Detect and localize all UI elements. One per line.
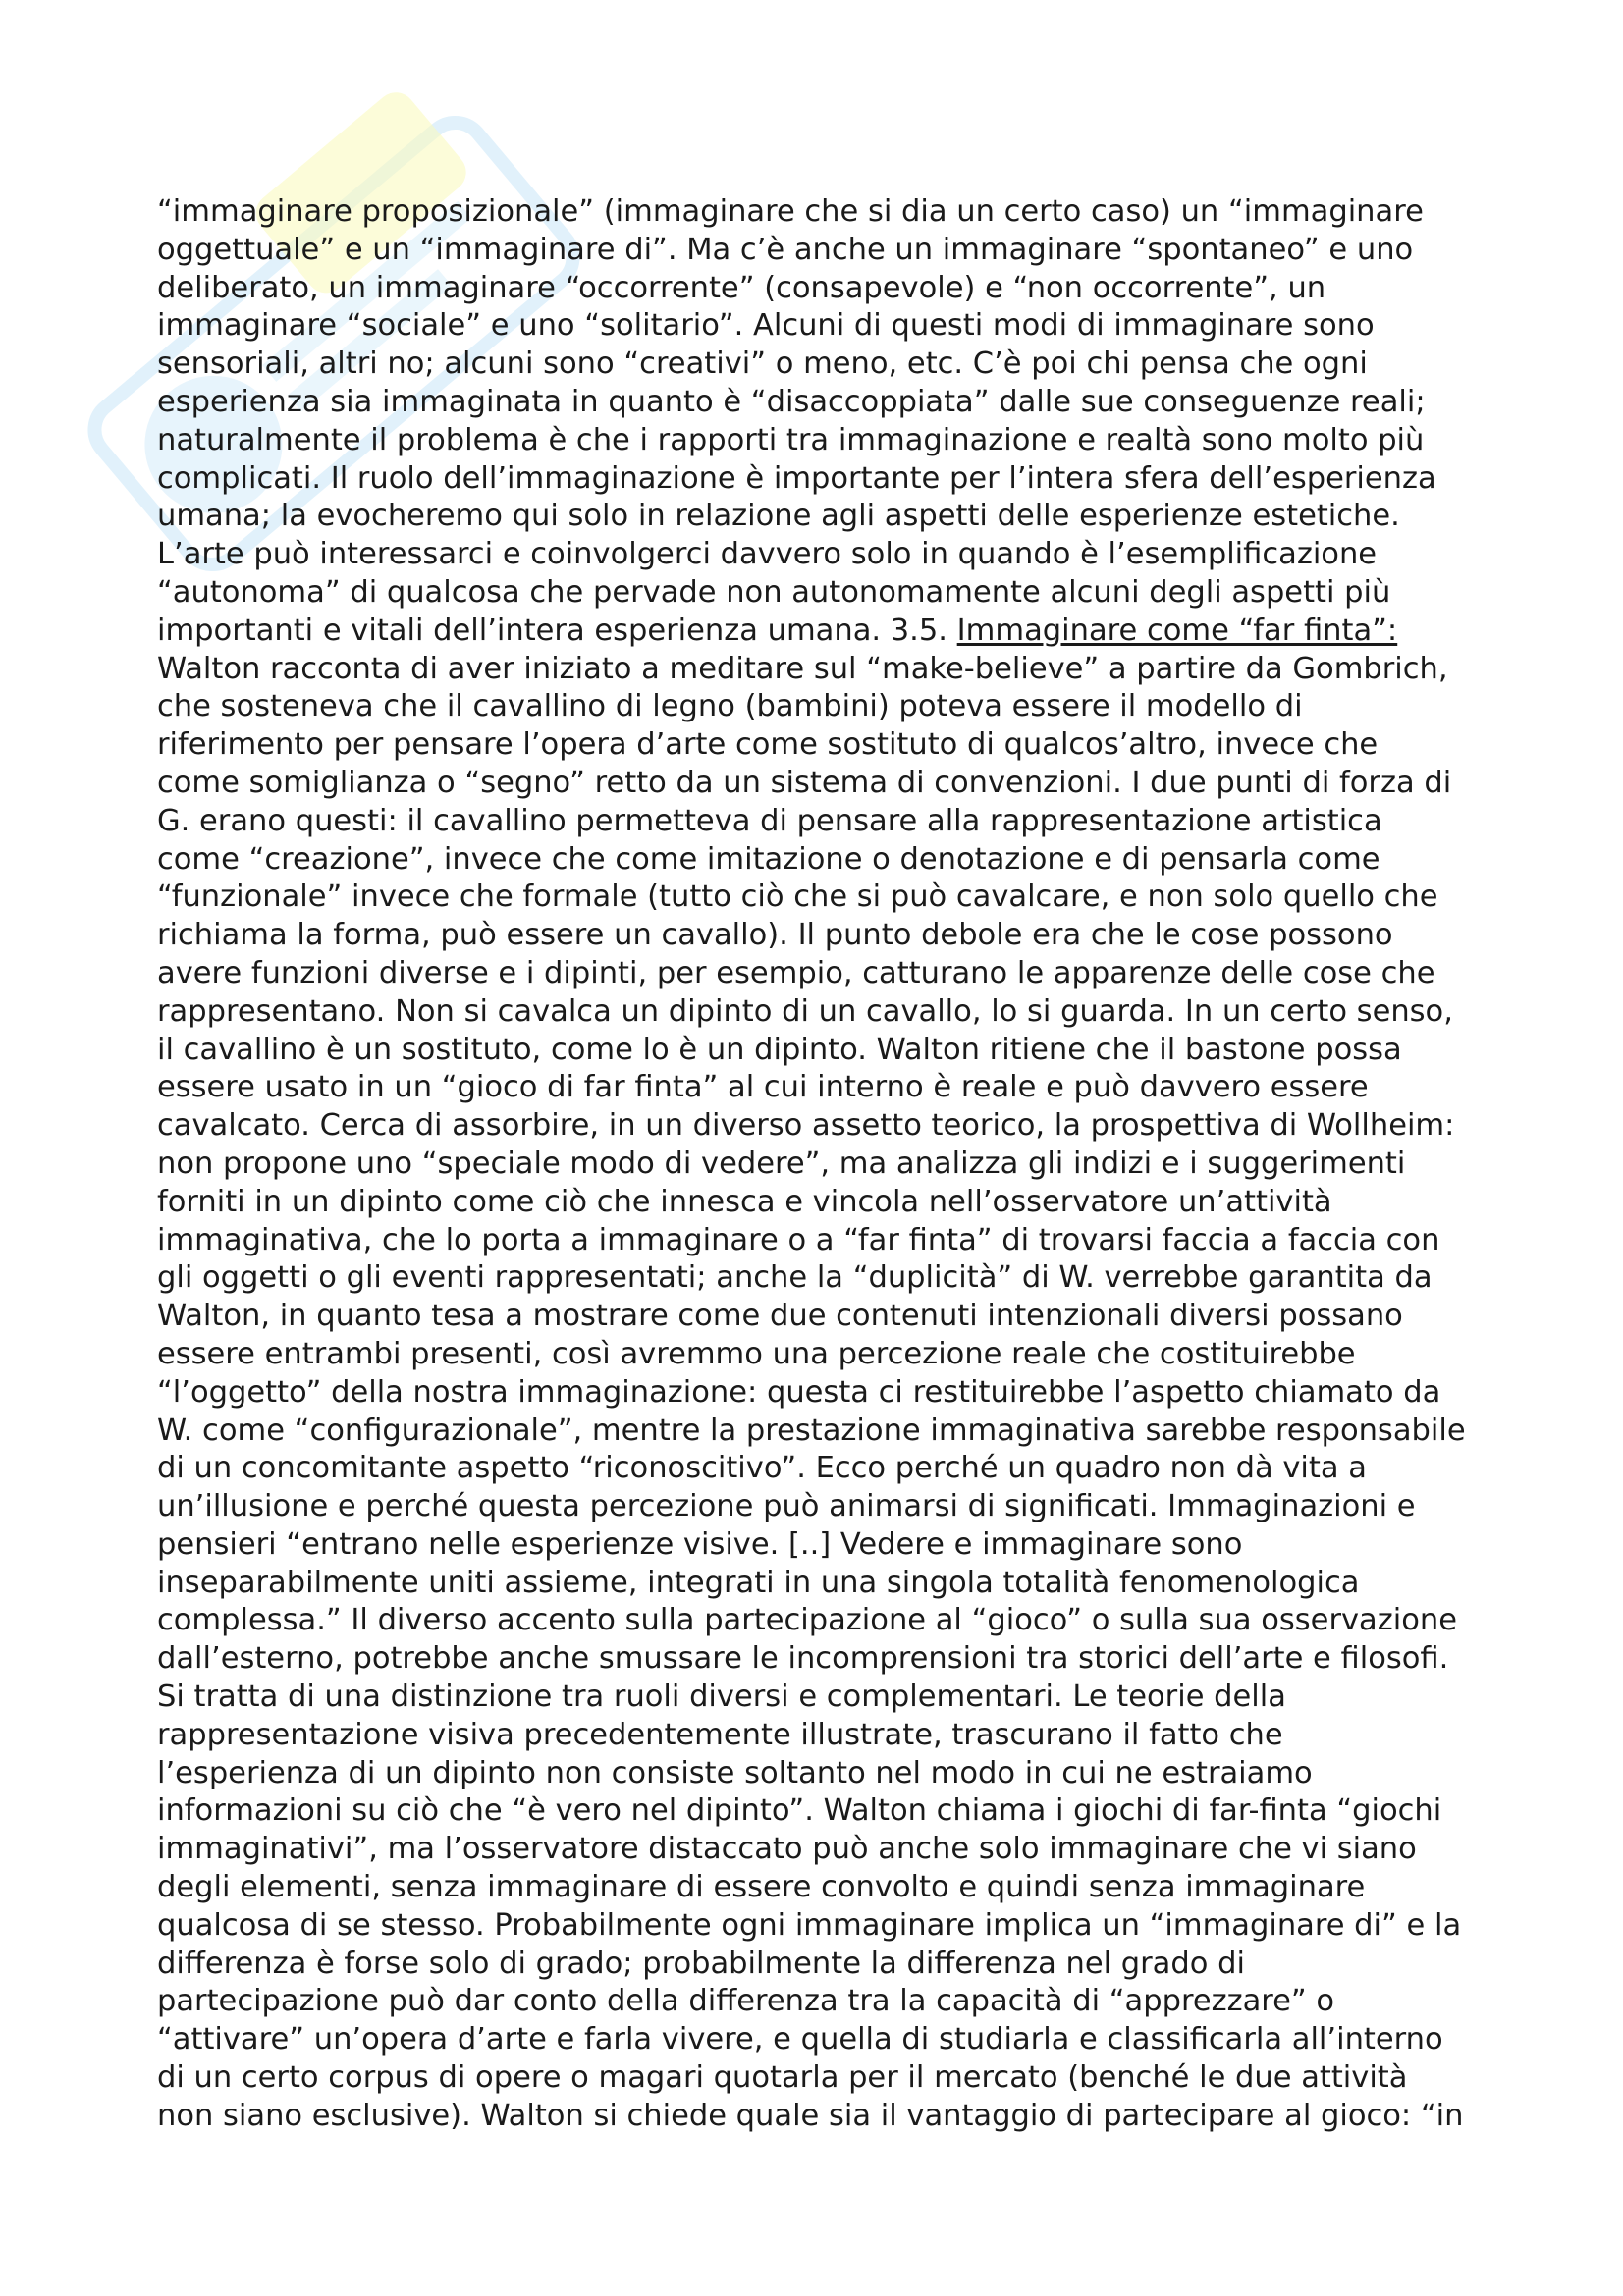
text-line: dall’esterno, potrebbe anche smussare le incomprensioni tra storici dell’arte e filosofi. bbox=[157, 1641, 1449, 1677]
paragraph-before-heading bbox=[157, 193, 1492, 613]
text-line: Si tratta di una distinzione tra ruoli diversi e complementari. Le teorie della bbox=[157, 1680, 1286, 1715]
text-line: complicati. Il ruolo dell’immaginazione è importante per l’intera sfera dell’esperienza bbox=[157, 460, 1436, 496]
text-line: gli oggetti o gli eventi rappresentati; anche la “duplicità” di W. verrebbe garantita da bbox=[157, 1260, 1433, 1296]
text-line: forniti in un dipinto come ciò che innesca e vincola nell’osservatore un’attività bbox=[157, 1184, 1332, 1219]
text-line: naturalmente il problema è che i rapporti tra immaginazione e realtà sono molto più bbox=[157, 422, 1425, 457]
text-line: informazioni su ciò che “è vero nel dipinto”. Walton chiama i giochi di far-finta “giochi bbox=[157, 1793, 1442, 1829]
text-line: come somiglianza o “segno” retto da un sistema di convenzioni. I due punti di forza di bbox=[157, 765, 1452, 800]
text-line: “funzionale” invece che formale (tutto ciò che si può cavalcare, e non solo quello che bbox=[157, 880, 1438, 915]
text-line: avere funzioni diverse e i dipinti, per esempio, catturano le apparenze delle cose che bbox=[157, 955, 1435, 990]
document-body bbox=[157, 193, 1492, 2136]
text-line: qualcosa di se stesso. Probabilmente ogni immaginare implica un “immaginare di” e la bbox=[157, 1907, 1462, 1943]
text-line: cavalcato. Cerca di assorbire, in un diverso assetto teorico, la prospettiva di Wollheim: bbox=[157, 1108, 1455, 1144]
text-line: non siano esclusive). Walton si chiede quale sia il vantaggio di partecipare al gioco: “in bbox=[157, 2098, 1464, 2133]
text-line: come “creazione”, invece che come imitazione o denotazione e di pensarla come bbox=[157, 841, 1380, 877]
text-line: oggettuale” e un “immaginare di”. Ma c’è anche un immaginare “spontaneo” e uno bbox=[157, 232, 1414, 267]
text-line: differenza è forse solo di grado; probabilmente la differenza nel grado di bbox=[157, 1946, 1245, 1981]
text-line: Walton racconta di aver iniziato a meditare sul “make-believe” a partire da Gombrich, bbox=[157, 651, 1448, 686]
text-line: immaginativa, che lo porta a immaginare o a “far finta” di trovarsi faccia a faccia con bbox=[157, 1222, 1440, 1257]
text-line: il cavallino è un sostituto, come lo è un dipinto. Walton ritiene che il bastone possa bbox=[157, 1032, 1402, 1067]
text-line: che sosteneva che il cavallino di legno (bambini) poteva essere il modello di bbox=[157, 689, 1303, 724]
text-line: degli elementi, senza immaginare di essere convolto e quindi senza immaginare bbox=[157, 1870, 1366, 1905]
paragraph-after-heading bbox=[157, 651, 1492, 2136]
text-line: essere usato in un “gioco di far finta” al cui interno è reale e può davvero essere bbox=[157, 1070, 1369, 1105]
text-line: non propone uno “speciale modo di vedere”, ma analizza gli indizi e i suggerimenti bbox=[157, 1146, 1406, 1181]
text-line: sensoriali, altri no; alcuni sono “creativi” o meno, etc. C’è poi chi pensa che ogni bbox=[157, 347, 1368, 382]
text-line: di un certo corpus di opere o magari quotarla per il mercato (benché le due attività bbox=[157, 2060, 1408, 2096]
text-line: richiama la forma, può essere un cavallo). Il punto debole era che le cose possono bbox=[157, 918, 1393, 953]
text-line: “l’oggetto” della nostra immaginazione: questa ci restituirebbe l’aspetto chiamato da bbox=[157, 1374, 1441, 1410]
text-line: esperienza sia immaginata in quanto è “disaccoppiata” dalle sue conseguenze reali; bbox=[157, 384, 1426, 419]
text-line: rappresentazione visiva precedentemente illustrate, trascurano il fatto che bbox=[157, 1717, 1283, 1752]
text-line: deliberato, un immaginare “occorrente” (consapevole) e “non occorrente”, un bbox=[157, 270, 1326, 305]
text-line: partecipazione può dar conto della differenza tra la capacità di “apprezzare” o bbox=[157, 1984, 1335, 2019]
text-line: complessa.” Il diverso accento sulla partecipazione al “gioco” o sulla sua osservazione bbox=[157, 1603, 1457, 1638]
text-line: immaginativi”, ma l’osservatore distaccato può anche solo immaginare che vi siano bbox=[157, 1832, 1417, 1867]
text-line: immaginare “sociale” e uno “solitario”. Alcuni di questi modi di immaginare sono bbox=[157, 308, 1375, 344]
section-heading-underlined: Immaginare come “far finta”: bbox=[956, 613, 1398, 648]
heading-line-prefix: importanti e vitali dell’intera esperienza umana. 3.5. bbox=[157, 613, 957, 648]
text-line: essere entrambi presenti, così avremmo una percezione reale che costituirebbe bbox=[157, 1336, 1356, 1371]
text-line: un’illusione e perché questa percezione può animarsi di significati. Immaginazioni e bbox=[157, 1489, 1416, 1524]
text-line: inseparabilmente uniti assieme, integrati in una singola totalità fenomenologica bbox=[157, 1565, 1360, 1600]
text-line: G. erano questi: il cavallino permetteva di pensare alla rappresentazione artistica bbox=[157, 803, 1382, 838]
text-line: umana; la evocheremo qui solo in relazione agli aspetti delle esperienze estetiche. bbox=[157, 499, 1400, 534]
text-line: pensieri “entrano nelle esperienze visive. [..] Vedere e immaginare sono bbox=[157, 1526, 1243, 1562]
text-line: L’arte può interessarci e coinvolgerci davvero solo in quando è l’esemplificazione bbox=[157, 537, 1378, 572]
text-line: “attivare” un’opera d’arte e farla vivere, e quella di studiarla e classificarla all’interno bbox=[157, 2022, 1443, 2057]
text-line: riferimento per pensare l’opera d’arte come sostituto di qualcos’altro, invece che bbox=[157, 727, 1379, 763]
text-line: di un concomitante aspetto “riconoscitivo”. Ecco perché un quadro non dà vita a bbox=[157, 1451, 1367, 1486]
text-line: Walton, in quanto tesa a mostrare come due contenuti intenzionali diversi possano bbox=[157, 1299, 1403, 1334]
text-line: W. come “configurazionale”, mentre la prestazione immaginativa sarebbe responsabile bbox=[157, 1413, 1466, 1448]
text-line: “immaginare proposizionale” (immaginare che si dia un certo caso) un “immaginare bbox=[157, 194, 1424, 229]
text-line: rappresentano. Non si cavalca un dipinto di un cavallo, lo si guarda. In un certo senso, bbox=[157, 993, 1453, 1029]
text-line: l’esperienza di un dipinto non consiste soltanto nel modo in cui ne estraiamo bbox=[157, 1755, 1313, 1790]
heading-line bbox=[157, 613, 1492, 651]
text-line: “autonoma” di qualcosa che pervade non autonomamente alcuni degli aspetti più bbox=[157, 574, 1391, 610]
